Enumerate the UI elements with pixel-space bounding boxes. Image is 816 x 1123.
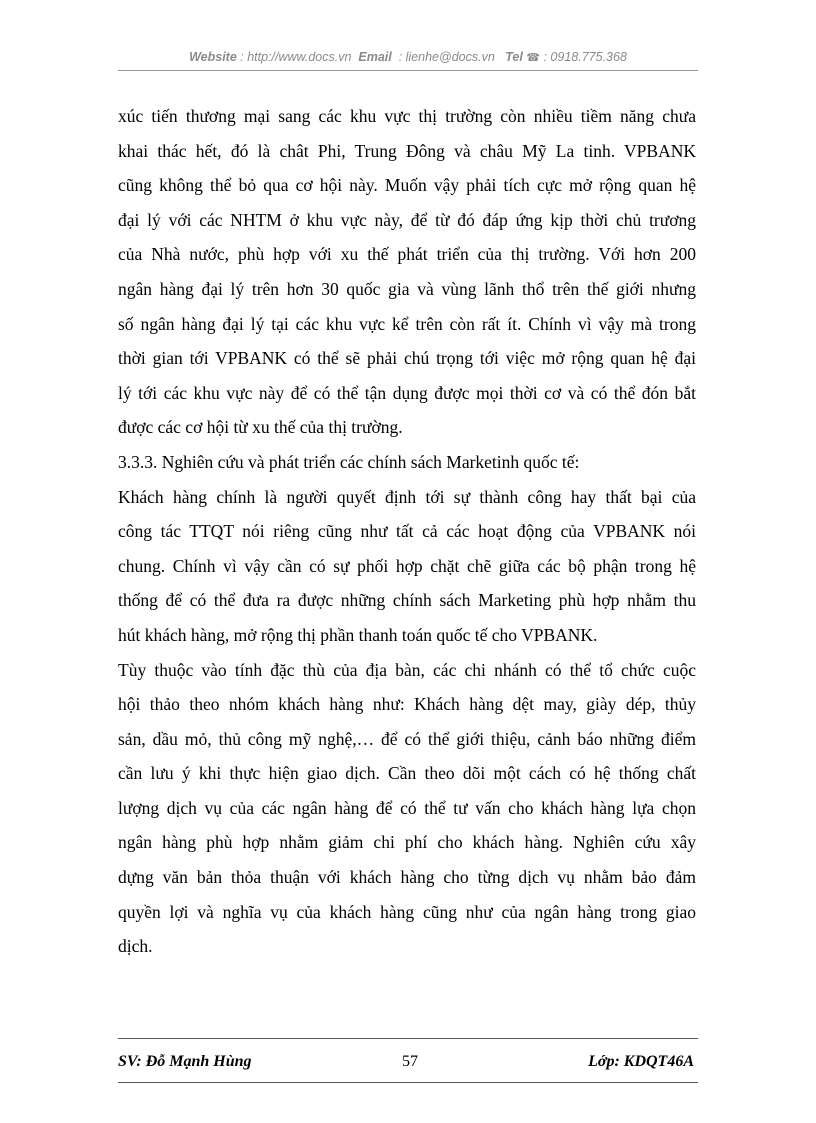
text-line: số ngân hàng đại lý tại các khu vực kể trên còn rất ít. Chính vì vậy mà trong xyxy=(118,313,696,334)
text-line: ngân hàng phù hợp nhằm giảm chi phí cho khách hàng. Nghiên cứu xây xyxy=(118,832,696,853)
tel-number: : 0918.775.368 xyxy=(543,50,627,64)
text-line: ngân hàng đại lý trên hơn 30 quốc gia và vùng lãnh thổ trên thế giới nhưng xyxy=(118,278,696,299)
text-line: Khách hàng chính là người quyết định tới sự thành công hay thất bại của xyxy=(118,486,696,507)
page-number: 57 xyxy=(402,1053,418,1070)
body-text xyxy=(118,99,696,964)
email-address[interactable]: : lienhe@docs.vn xyxy=(398,50,495,64)
text-line: lượng dịch vụ của các ngân hàng để có thể tư vấn cho khách hàng lựa chọn xyxy=(118,797,696,818)
student-name: SV: Đỗ Mạnh Hùng xyxy=(118,1053,252,1070)
text-line: công tác TTQT nói riêng cũng như tất cả các hoạt động của VPBANK nói xyxy=(118,521,696,542)
section-heading: 3.3.3. Nghiên cứu và phát triển các chính sách Marketinh quốc tế: xyxy=(118,451,580,472)
text-line: quyền lợi và nghĩa vụ của khách hàng cũng như của ngân hàng trong giao xyxy=(118,901,696,922)
header-divider xyxy=(118,70,698,71)
text-line: được các cơ hội từ xu thế của thị trường. xyxy=(118,417,403,438)
text-line: Tùy thuộc vào tính đặc thù của địa bàn, các chi nhánh có thể tổ chức cuộc xyxy=(118,659,696,680)
footer-divider-bottom xyxy=(118,1082,698,1083)
class-name: Lớp: KDQT46A xyxy=(588,1053,694,1070)
text-line: xúc tiến thương mại sang các khu vực thị trường còn nhiều tiềm năng chưa xyxy=(118,106,696,126)
text-line: thời gian tới VPBANK có thể sẽ phải chú trọng tới việc mở rộng quan hệ đại xyxy=(118,348,696,369)
phone-icon: ☎ xyxy=(526,52,540,64)
email-label: Email xyxy=(358,50,392,64)
page-header xyxy=(118,50,698,70)
text-line: chung. Chính vì vậy cần có sự phối hợp chặt chẽ giữa các bộ phận trong hệ xyxy=(118,555,696,576)
text-line: hội thảo theo nhóm khách hàng như: Khách hàng dệt may, giày dép, thủy xyxy=(118,694,696,715)
tel-label: Tel xyxy=(505,50,523,64)
text-line: dựng văn bản thỏa thuận với khách hàng cho từng dịch vụ nhằm bảo đảm xyxy=(118,867,696,888)
website-url[interactable]: : http://www.docs.vn xyxy=(240,50,352,64)
text-line: của Nhà nước, phù hợp với xu thế phát triển của thị trường. Với hơn 200 xyxy=(118,244,696,265)
page-footer xyxy=(118,1053,698,1075)
text-line: sản, dầu mỏ, thủ công mỹ nghệ,… để có thể giới thiệu, cảnh báo những điểm xyxy=(118,728,696,749)
text-line: đại lý với các NHTM ở khu vực này, để từ đó đáp ứng kịp thời chủ trương xyxy=(118,209,696,230)
text-line: hút khách hàng, mở rộng thị phần thanh toán quốc tế cho VPBANK. xyxy=(118,624,598,645)
text-line: cần lưu ý khi thực hiện giao dịch. Cần theo dõi một cách có hệ thống chất xyxy=(118,763,696,784)
website-label: Website xyxy=(189,50,237,64)
text-line: lý tới các khu vực này để có thể tận dụng được mọi thời cơ và có thể đón bắt xyxy=(118,382,696,403)
text-line: dịch. xyxy=(118,936,153,957)
text-line: cũng không thể bỏ qua cơ hội này. Muốn vậy phải tích cực mở rộng quan hệ xyxy=(118,175,696,196)
text-line: thống để có thể đưa ra được những chính sách Marketing phù hợp nhằm thu xyxy=(118,590,696,611)
footer-divider-top xyxy=(118,1038,698,1039)
text-line: khai thác hết, đó là chât Phi, Trung Đông và châu Mỹ La tinh. VPBANK xyxy=(118,140,696,161)
